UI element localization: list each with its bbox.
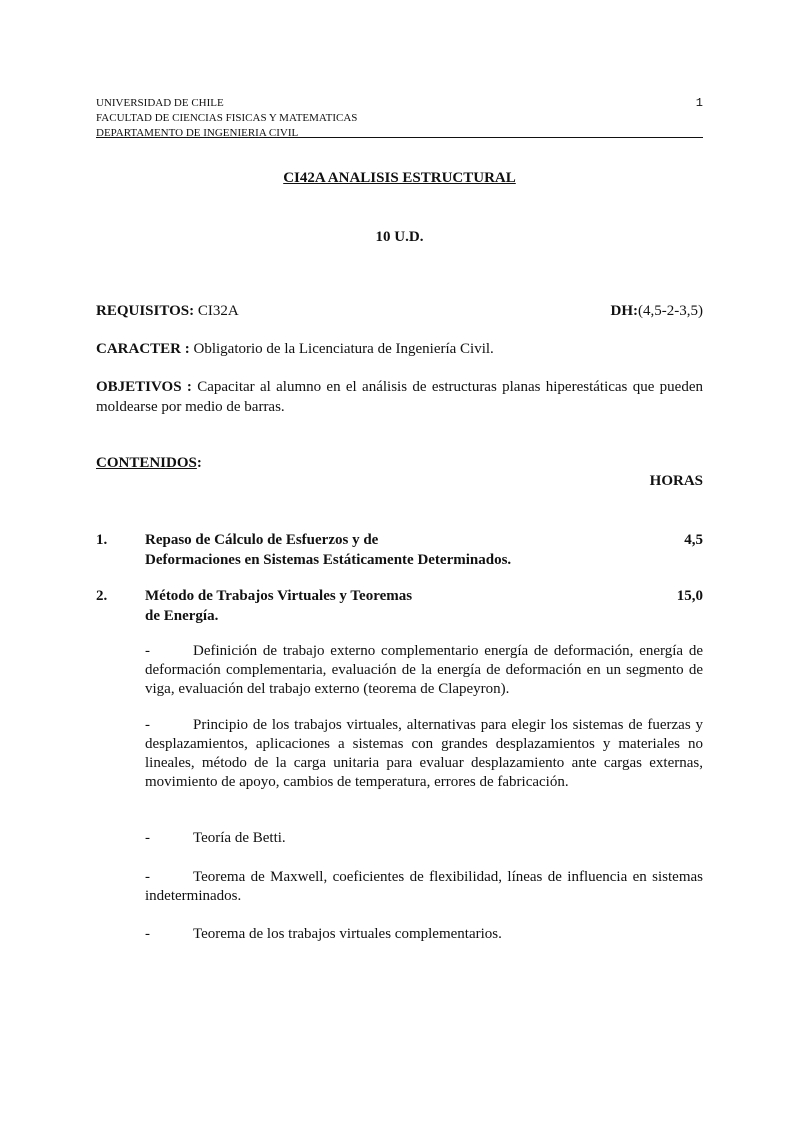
bullet-dash: -	[145, 717, 150, 733]
bullet-dash: -	[145, 869, 150, 885]
bullet-item	[145, 868, 703, 906]
header-divider	[96, 137, 703, 138]
item-title	[145, 530, 645, 570]
item-title-line: Deformaciones en Sistemas Estáticamente Determinados.	[145, 552, 512, 568]
bullet-dash: -	[145, 926, 150, 942]
caracter-label: CARACTER :	[96, 341, 190, 357]
requisitos-row	[96, 303, 703, 320]
faculty-name: FACULTAD DE CIENCIAS FISICAS Y MATEMATICAS	[96, 112, 358, 124]
content-item-2	[96, 586, 703, 626]
bullet-dash: -	[145, 643, 150, 659]
item-title-line: Repaso de Cálculo de Esfuerzos y de	[145, 532, 379, 548]
university-name: UNIVERSIDAD DE CHILE	[96, 97, 224, 109]
department-name: DEPARTAMENTO DE INGENIERIA CIVIL	[96, 127, 299, 139]
item-title-line: Método de Trabajos Virtuales y Teoremas	[145, 588, 413, 604]
requisitos-value: CI32A	[194, 303, 239, 319]
contenidos-heading	[96, 455, 202, 472]
page-header	[96, 96, 703, 141]
course-title: CI42A ANALISIS ESTRUCTURAL	[283, 170, 516, 186]
bullet-text: Teoría de Betti.	[193, 830, 286, 846]
contenidos-label: CONTENIDOS	[96, 455, 197, 471]
bullet-item	[145, 925, 703, 944]
objetivos-paragraph	[96, 377, 703, 417]
objetivos-label: OBJETIVOS :	[96, 379, 192, 395]
objetivos-value: Capacitar al alumno en el análisis de estructuras planas hiperestáticas que pueden moldearse por medio de barras.	[96, 379, 703, 415]
bullet-item	[145, 642, 703, 699]
bullet-text: Principio de los trabajos virtuales, alternativas para elegir los sistemas de fuerzas y desplazamientos, aplicaciones a sistemas con grandes desplazamientos y materiales no lineales, método de la carga unitaria para evaluar desplazamiento ante cargas externas, movimiento de apoyo, cambios de temperatura, errores de fabricación.	[145, 717, 703, 790]
dh-info	[611, 303, 703, 320]
course-units: 10 U.D.	[375, 229, 424, 245]
item-title	[145, 586, 645, 626]
caracter-value: Obligatorio de la Licenciatura de Ingeniería Civil.	[189, 341, 494, 357]
page-number: 1	[695, 96, 703, 110]
bullet-text: Teorema de los trabajos virtuales complementarios.	[193, 926, 502, 942]
dh-value: (4,5-2-3,5)	[638, 303, 703, 319]
item-hours: 15,0	[676, 588, 703, 604]
bullet-dash: -	[145, 830, 150, 846]
requisitos-label: REQUISITOS:	[96, 303, 195, 319]
item-number: 1.	[96, 532, 108, 548]
horas-heading: HORAS	[649, 473, 703, 489]
contenidos-colon: :	[196, 455, 202, 471]
bullet-item	[145, 716, 703, 792]
bullet-text: Teorema de Maxwell, coeficientes de flexibilidad, líneas de influencia en sistemas indeterminados.	[145, 869, 703, 904]
bullet-text: Definición de trabajo externo complementario energía de deformación, energía de deformación complementaria, evaluación de la energía de deformación en un segmento de viga, evaluación del trabajo externo (teorema de Clapeyron).	[145, 643, 703, 697]
content-item-1	[96, 530, 703, 570]
bullet-item	[145, 829, 703, 848]
document-page	[96, 0, 703, 1132]
item-title-line: de Energía.	[145, 608, 219, 624]
item-hours: 4,5	[684, 532, 703, 548]
dh-label: DH:	[610, 303, 639, 319]
caracter-row	[96, 341, 703, 358]
item-number: 2.	[96, 588, 108, 604]
